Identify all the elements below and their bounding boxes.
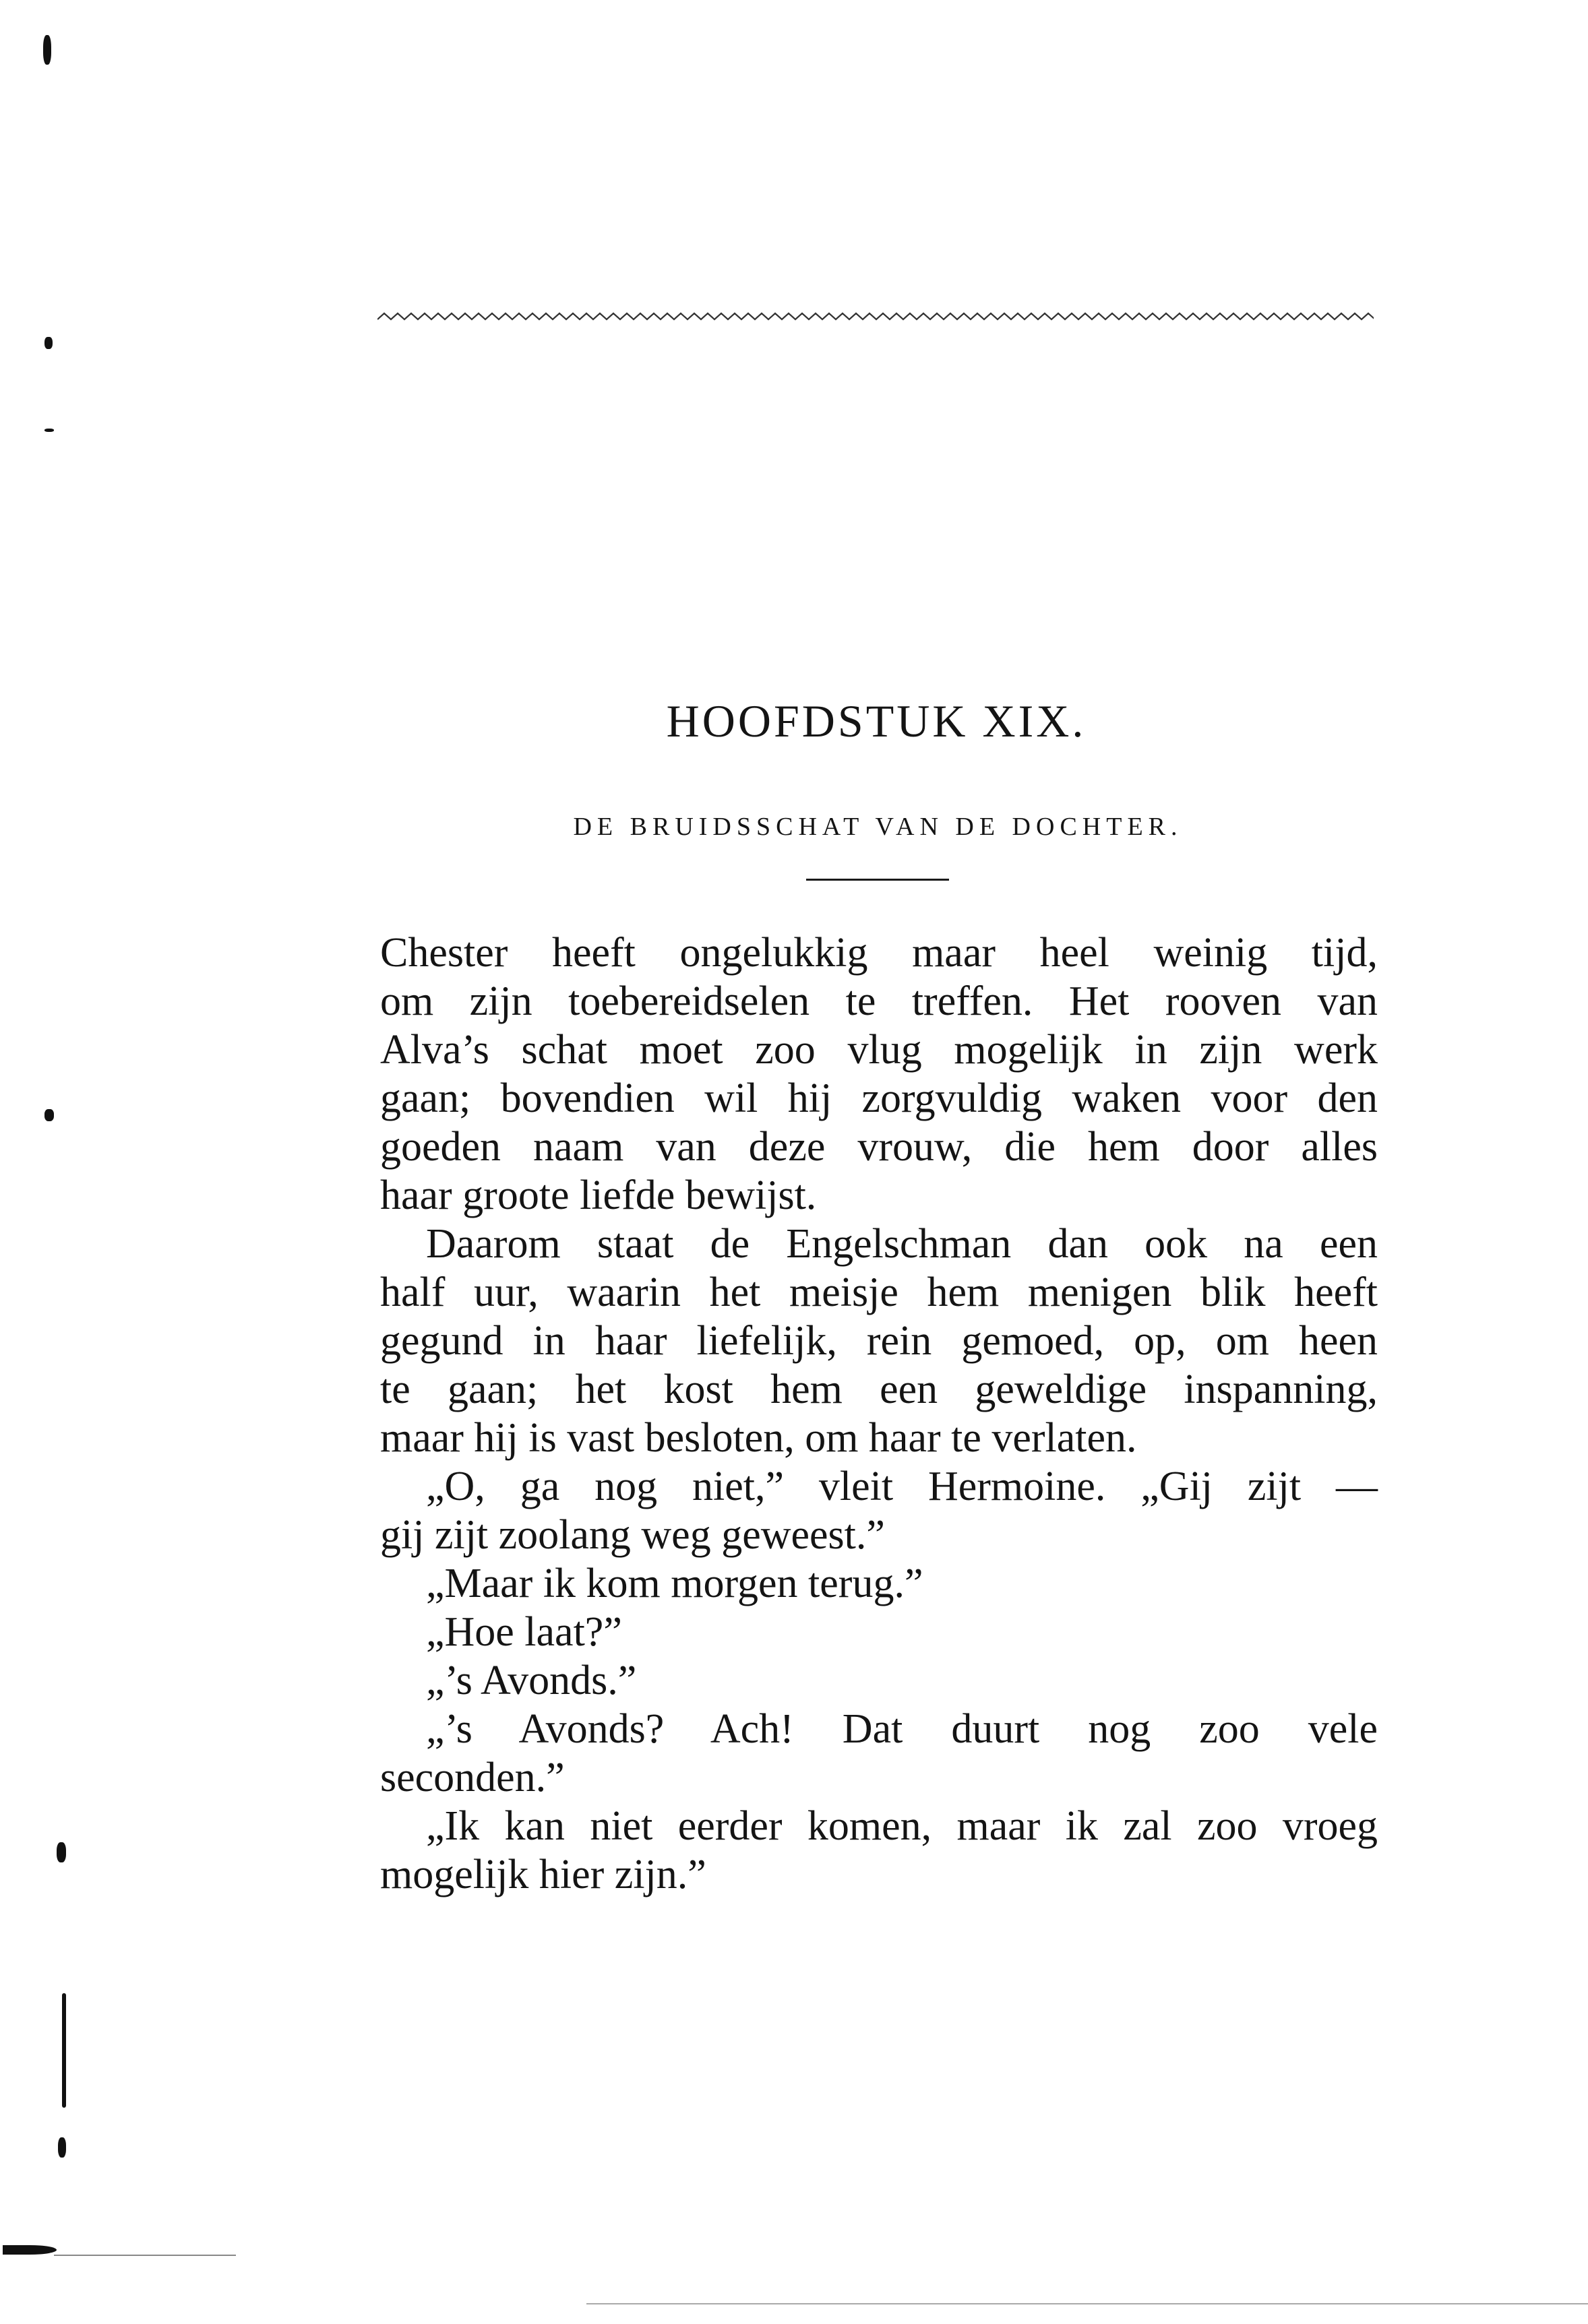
- text-line: maar hij is vast besloten, om haar te verlaten.: [380, 1415, 1137, 1461]
- text-line: gij zijt zoolang weg geweest.”: [380, 1512, 885, 1558]
- chapter-title: HOOFDSTUK XIX.: [666, 695, 1087, 747]
- scan-artifact-line: [54, 2255, 236, 2256]
- text-line: Chester heeft ongelukkig maar heel weinig tijd,: [380, 930, 1378, 976]
- scan-artifact-mark: [57, 1842, 66, 1862]
- text-line: „’s Avonds? Ach! Dat duurt nog zoo vele: [426, 1706, 1378, 1752]
- text-line: Daarom staat de Engelschman dan ook na een: [426, 1221, 1378, 1267]
- text-line: mogelijk hier zijn.”: [380, 1852, 706, 1897]
- text-line: goeden naam van deze vrouw, die hem door alles: [380, 1124, 1378, 1170]
- text-line: gegund in haar liefelijk, rein gemoed, op, om heen: [380, 1318, 1378, 1364]
- scan-artifact-mark: [58, 2137, 66, 2158]
- text-line: te gaan; het kost hem een geweldige inspanning,: [380, 1367, 1378, 1412]
- scan-artifact-mark: [43, 35, 51, 65]
- text-line: seconden.”: [380, 1755, 565, 1800]
- scan-artifact-mark: [62, 1993, 66, 2108]
- text-line: „’s Avonds.”: [426, 1658, 637, 1703]
- scan-artifact-mark: [44, 429, 54, 432]
- text-line: half uur, waarin het meisje hem menigen blik heeft: [380, 1269, 1378, 1315]
- chapter-subtitle: DE BRUIDSSCHAT VAN DE DOCHTER.: [573, 813, 1183, 841]
- text-line: om zijn toebereidselen te treffen. Het rooven van: [380, 978, 1378, 1024]
- scan-artifact-line: [586, 2303, 1588, 2304]
- wavy-ornament-rule: [377, 311, 1374, 322]
- text-line: gaan; bovendien wil hij zorgvuldig waken voor den: [380, 1075, 1378, 1121]
- text-line: „Maar ik kom morgen terug.”: [426, 1561, 923, 1606]
- text-line: Alva’s schat moet zoo vlug mogelijk in zijn werk: [380, 1027, 1378, 1073]
- text-line: „Ik kan niet eerder komen, maar ik zal zoo vroeg: [426, 1803, 1378, 1849]
- text-line: „Hoe laat?”: [426, 1609, 622, 1655]
- scan-artifact-mark: [44, 1109, 54, 1121]
- text-line: „O, ga nog niet,” vleit Hermoine. „Gij zijt —: [426, 1464, 1378, 1509]
- scan-artifact-mark: [3, 2245, 57, 2255]
- scan-artifact-mark: [44, 337, 53, 349]
- text-line: haar groote liefde bewijst.: [380, 1172, 817, 1218]
- title-divider-rule: [806, 879, 949, 881]
- chapter-body-text: [380, 929, 1378, 1899]
